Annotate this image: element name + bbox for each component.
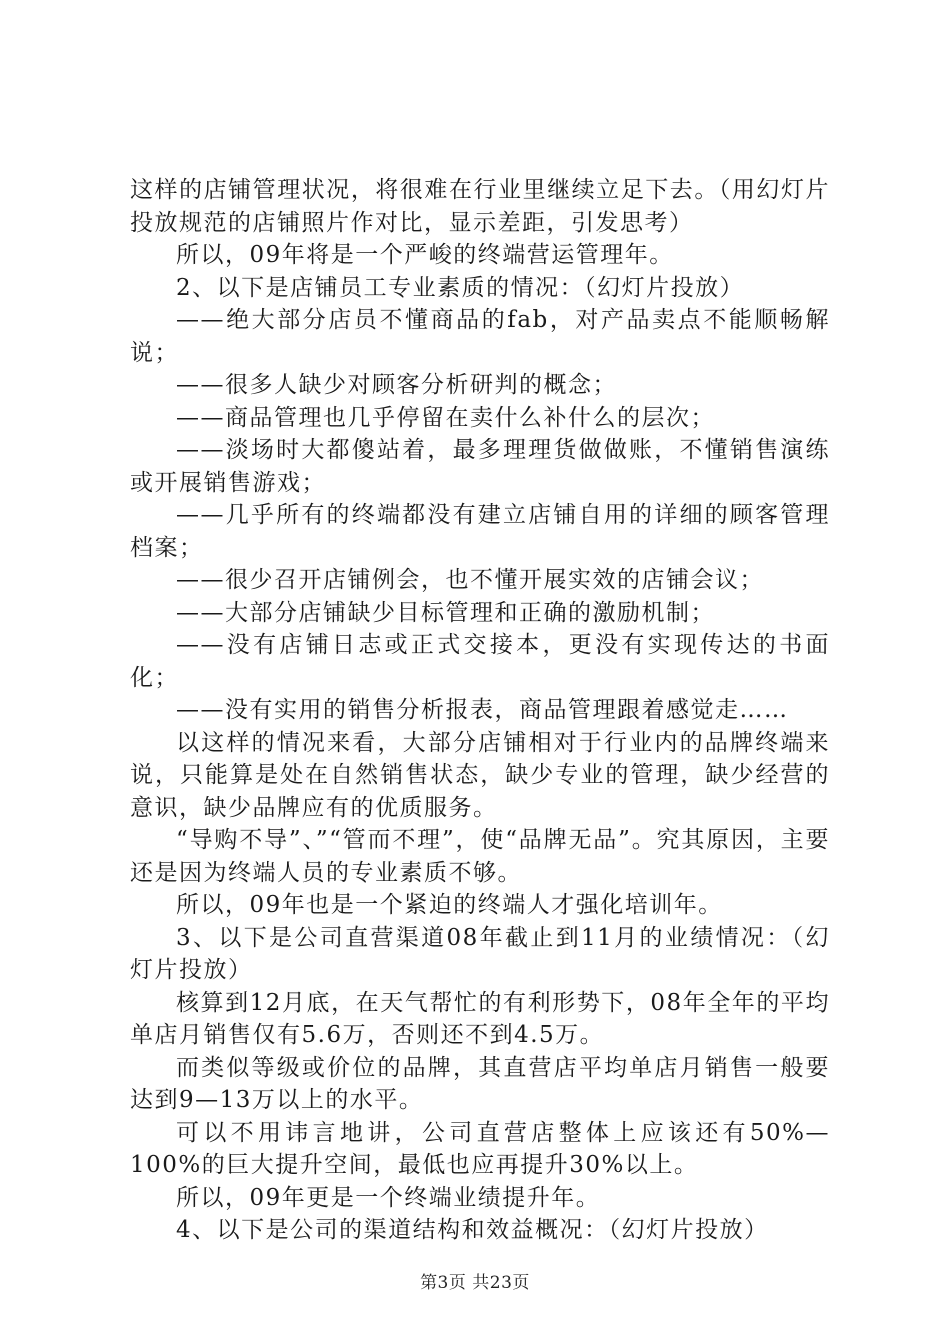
paragraph-analysis: 以这样的情况来看，大部分店铺相对于行业内的品牌终端来说，只能算是处在自然销售状态，缺少专业的管理，缺少经营的意识，缺少品牌应有的优质服务。 <box>130 729 830 821</box>
paragraph-conclusion-training: 所以，09年也是一个紧迫的终端人才强化培训年。 <box>176 892 723 918</box>
paragraph-growth-space: 可以不用讳言地讲，公司直营店整体上应该还有50%—100%的巨大提升空间，最低也应再提升30%以上。 <box>130 1119 830 1178</box>
paragraph-conclusion-performance: 所以，09年更是一个终端业绩提升年。 <box>176 1184 601 1211</box>
list-item: ——淡场时大都傻站着，最多理理货做做账，不懂销售演练或开展销售游戏； <box>130 437 830 496</box>
list-item: ——商品管理也几乎停留在卖什么补什么的层次； <box>176 404 715 431</box>
list-item: ——没有实用的销售分析报表，商品管理跟着感觉走…… <box>176 697 789 723</box>
paragraph-conclusion-operations: 所以，09年将是一个严峻的终端营运管理年。 <box>176 242 674 268</box>
paragraph-cause: “导购不导”、”“管而不理”，使“品牌无品”。究其原因，主要还是因为终端人员的专业素质不够。 <box>130 827 830 886</box>
list-item: ——绝大部分店员不懂商品的fab，对产品卖点不能顺畅解说； <box>130 307 830 366</box>
list-item: ——很少召开店铺例会，也不懂开展实效的店铺会议； <box>176 567 764 593</box>
paragraph-continuation: 这样的店铺管理状况，将很难在行业里继续立足下去。（用幻灯片投放规范的店铺照片作对比，显示差距，引发思考） <box>130 177 830 236</box>
paragraph-benchmark: 而类似等级或价位的品牌，其直营店平均单店月销售一般要达到9—13万以上的水平。 <box>130 1054 830 1113</box>
section-heading-performance: 3、以下是公司直营渠道08年截止到11月的业绩情况：（幻灯片投放） <box>130 924 830 983</box>
section-heading-channel-structure: 4、以下是公司的渠道结构和效益概况：（幻灯片投放） <box>176 1217 769 1243</box>
page-footer: 第3页 共23页 <box>420 1273 530 1293</box>
list-item: ——没有店铺日志或正式交接本，更没有实现传达的书面化； <box>130 632 830 691</box>
list-item: ——几乎所有的终端都没有建立店铺自用的详细的顾客管理档案； <box>130 502 830 561</box>
list-item: ——大部分店铺缺少目标管理和正确的激励机制； <box>176 599 715 626</box>
document-body <box>130 174 830 1247</box>
paragraph-sales-figures: 核算到12月底，在天气帮忙的有利形势下，08年全年的平均单店月销售仅有5.6万，否则还不到4.5万。 <box>130 989 830 1048</box>
section-heading-staff-quality: 2、以下是店铺员工专业素质的情况：（幻灯片投放） <box>176 274 745 301</box>
list-item: ——很多人缺少对顾客分析研判的概念； <box>176 372 617 398</box>
